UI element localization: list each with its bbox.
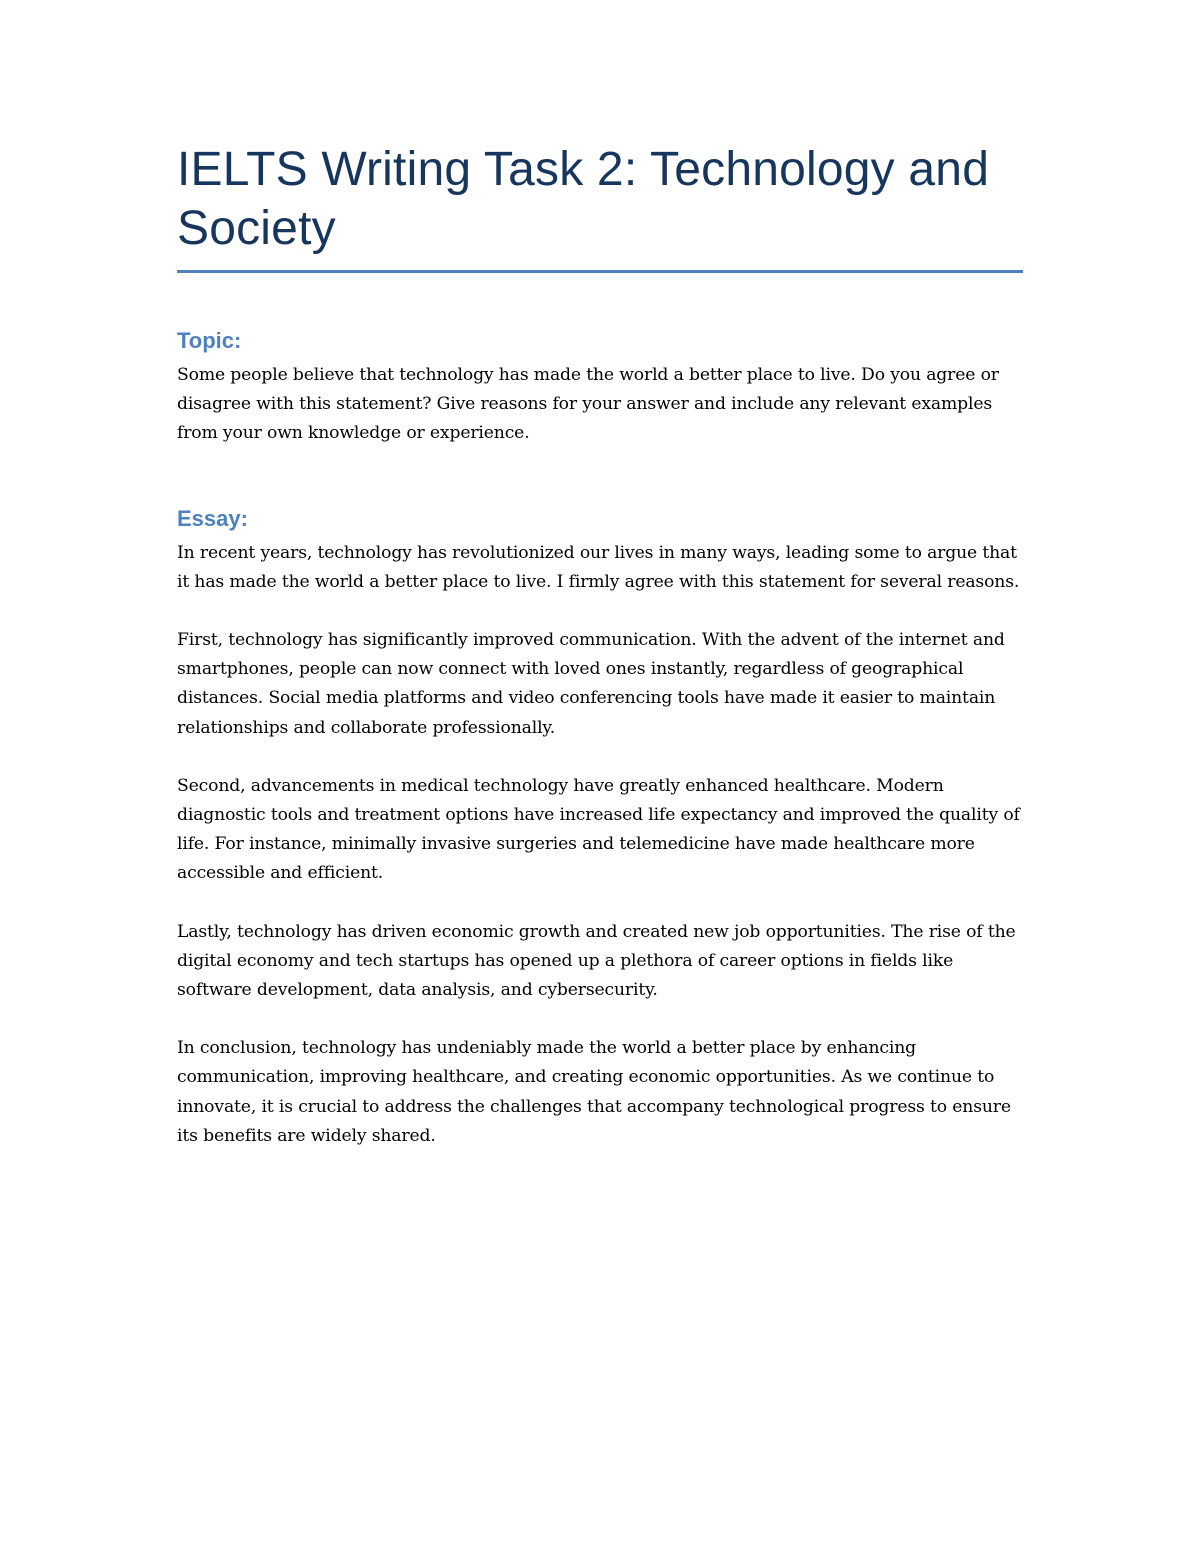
title-underline-rule [177, 270, 1023, 273]
essay-paragraph-economy: Lastly, technology has driven economic growth and created new job opportunities. The rise of the digital economy and tech startups has opened up a plethora of career options in fields like software development, data analysis, and cybersecurity. [177, 921, 1016, 1001]
essay-heading: Essay: [177, 505, 248, 531]
document-title: IELTS Writing Task 2: Technology and Society [177, 143, 990, 255]
document-content [177, 140, 1023, 1151]
essay-paragraph-communication: First, technology has significantly improved communication. With the advent of the internet and smartphones, people can now connect with loved ones instantly, regardless of geographical distances. Social media platforms and video conferencing tools have made it easier to maintain relationships and collaborate professionally. [177, 630, 1005, 738]
essay-body [177, 539, 1023, 1151]
topic-paragraph: Some people believe that technology has made the world a better place to live. Do you agree or disagree with this statement? Give reasons for your answer and include any relevant examples from your own knowledge or experience. [177, 365, 999, 444]
essay-paragraph-healthcare: Second, advancements in medical technology have greatly enhanced healthcare. Modern diagnostic tools and treatment options have increased life expectancy and improved the quality of life. For instance, minimally invasive surgeries and telemedicine have made healthcare more accessible and efficient. [177, 775, 1020, 884]
topic-heading: Topic: [177, 328, 242, 353]
essay-paragraph-conclusion: In conclusion, technology has undeniably made the world a better place by enhancing communication, improving healthcare, and creating economic opportunities. As we continue to innovate, it is crucial to address the challenges that accompany technological progress to ensure its benefits are widely shared. [177, 1038, 1011, 1146]
essay-paragraph-intro: In recent years, technology has revolutionized our lives in many ways, leading some to argue that it has made the world a better place to live. I firmly agree with this statement for several reasons. [177, 542, 1020, 592]
